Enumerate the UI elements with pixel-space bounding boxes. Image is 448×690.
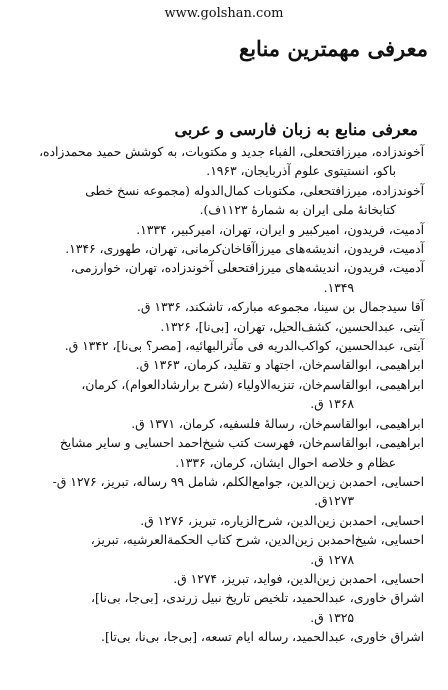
entry-line: احسایی، شیخ‌احمدبن زین‌الدین، شرح کتاب الحکمةالعرشیه، تبریز، — [90, 533, 424, 548]
section-heading: معرفی منابع به زبان فارسی و عربی — [174, 120, 418, 139]
entry-continuation-line: ۱۳۶۸ ق. — [310, 397, 354, 412]
bibliography-entry — [16, 415, 424, 434]
entry-line: آخوندزاده، میرزافتحعلی، مکتوبات کمال‌الدوله (مجموعه نسخ خطی — [85, 183, 424, 198]
entry-line: آیتی، عبدالحسین، کواکب‌الدریه فی مآثرالبهائیه، [مصر؟ بی‌نا]، ۱۳۴۲ ق. — [64, 339, 424, 354]
entry-line: اشراق خاوری، عبدالحمید، تلخیص تاریخ نبیل زرندی، [بی‌جا، بی‌نا]، — [91, 591, 424, 606]
entry-continuation-line: عظام و خلاصه احوال ایشان، کرمان، ۱۳۳۶. — [175, 455, 396, 470]
bibliography-entry — [16, 512, 424, 531]
bibliography-entry — [16, 298, 424, 317]
entry-continuation-line: ۱۳۲۵ ق. — [310, 610, 354, 625]
bibliography-entry — [16, 473, 424, 512]
entry-line: اشراق خاوری، عبدالحمید، رساله ایام تسعه، [بی‌جا، بی‌نا، بی‌تا]. — [101, 630, 424, 645]
bibliography-entry — [16, 259, 424, 298]
entry-line: آدمیت، فریدون، امیرکبیر و ایران، تهران، امیرکبیر، ۱۳۳۴. — [136, 222, 424, 237]
bibliography-entry — [16, 221, 424, 240]
bibliography-list — [16, 143, 424, 648]
entry-continuation-line: باکو، انستیتوی علوم آذربایجان، ۱۹۶۳. — [206, 164, 396, 179]
entry-line: ابراهیمی، ابوالقاسم‌خان، اجتهاد و تقلید، کرمان، ۱۳۶۳ ق. — [135, 358, 424, 373]
entry-line: آدمیت، فریدون، اندیشه‌های میرزافتحعلی آخوندزاده، تهران، خوارزمی، — [70, 261, 424, 276]
entry-continuation-line: ۱۳۴۹. — [323, 280, 354, 295]
entry-line: ابراهیمی، ابوالقاسم‌خان، فهرست کتب شیخ‌احمد احسایی و سایر مشایخ — [59, 436, 424, 451]
entry-line: ابراهیمی، ابوالقاسم‌خان، رسالهٔ فلسفیه، کرمان، ۱۳۷۱ ق. — [131, 416, 424, 431]
bibliography-entry — [16, 434, 424, 473]
bibliography-entry — [16, 318, 424, 337]
entry-continuation-line: ۱۲۷۸ ق. — [310, 552, 354, 567]
bibliography-entry — [16, 531, 424, 570]
bibliography-entry — [16, 143, 424, 182]
entry-line: آدمیت، فریدون، اندیشه‌های میرزاآقاخان‌کرمانی، تهران، طهوری، ۱۳۴۶. — [65, 242, 424, 257]
entry-continuation-line: ۱۲۷۳ق. — [314, 494, 354, 509]
bibliography-entry — [16, 240, 424, 259]
page-title: معرفی مهمترین منابع — [239, 36, 428, 61]
bibliography-entry — [16, 628, 424, 647]
entry-line: آیتی، عبدالحسین، کشف‌الحیل، تهران، [بی‌نا]، ۱۳۲۶. — [160, 319, 424, 334]
bibliography-entry — [16, 182, 424, 221]
entry-line: احسایی، احمدبن زین‌الدین، فواید، تبریز، ۱۲۷۴ ق. — [173, 571, 424, 586]
entry-line: آقا سیدجمال بن سینا، مجموعه مبارکه، تاشکند، ۱۳۳۶ ق. — [137, 300, 424, 315]
bibliography-entry — [16, 356, 424, 375]
entry-line: آخوندزاده، میرزافتحعلی، الفباء جدید و مکتوبات، به کوشش حمید محمدزاده، — [39, 145, 424, 159]
entry-line: ابراهیمی، ابوالقاسم‌خان، تنزیه‌الاولیاء (شرح برارشادالعوام)، کرمان، — [81, 377, 424, 392]
bibliography-entry — [16, 570, 424, 589]
bibliography-entry — [16, 589, 424, 628]
bibliography-entry — [16, 337, 424, 356]
site-url: www.golshan.com — [164, 6, 284, 21]
entry-line: احسایی، احمدبن زین‌الدین، شرح‌الزیاره، تبریز، ۱۲۷۶ ق. — [140, 513, 424, 528]
entry-line: احسایی، احمدبن زین‌الدین، جوامع‌الکلم، شامل ۹۹ رساله، تبریز، ۱۲۷۶ ق- — [52, 474, 424, 489]
entry-continuation-line: کتابخانهٔ ملی ایران به شمارهٔ ۱۱۲۳ف). — [199, 203, 396, 218]
bibliography-entry — [16, 376, 424, 415]
